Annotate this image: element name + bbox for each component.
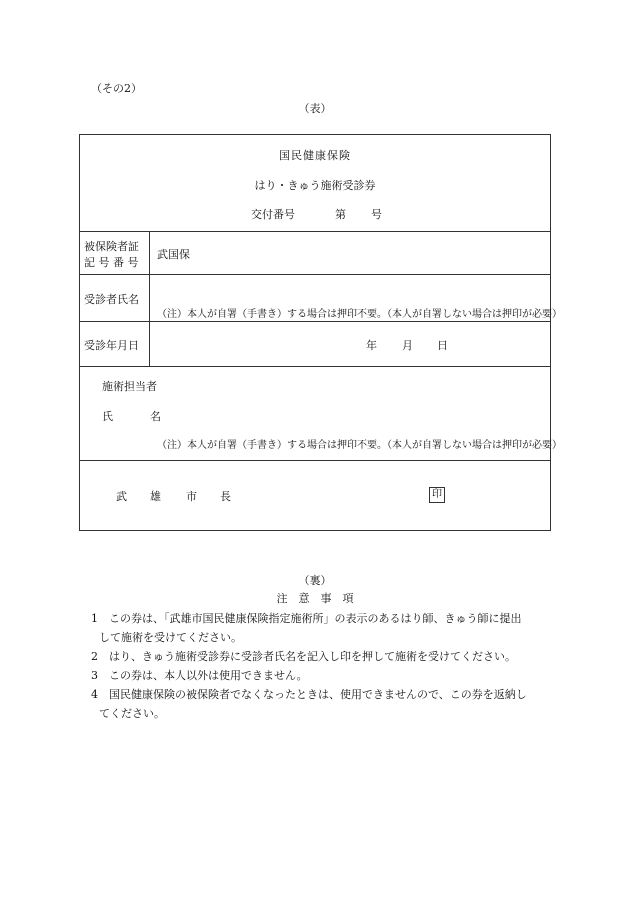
back-side-label: （裏）	[298, 574, 332, 587]
insured-card-value: 武国保	[157, 248, 190, 261]
practitioner-name-shi: 氏	[102, 410, 113, 423]
divider	[80, 321, 550, 322]
document-subtitle: （その2）	[91, 82, 142, 95]
divider	[80, 274, 550, 275]
front-side-label: （表）	[298, 102, 332, 115]
visit-date-year: 年	[366, 339, 377, 352]
coupon-form	[79, 134, 562, 531]
issue-number-dai: 第	[335, 208, 346, 221]
note-item-1: 1 この券は、「武雄市国民健康保険指定施術所」の表示のあるはり師、きゅう師に提出 して施術を受けてください。	[91, 612, 522, 644]
practitioner-label: 施術担当者	[102, 380, 157, 393]
visit-date-label: 受診年月日	[84, 339, 139, 352]
visit-date-day: 日	[437, 339, 448, 352]
form-title-insurance: 国民健康保険	[279, 149, 351, 162]
note-item-2: 2 はり、きゅう施術受診券に受診者氏名を記入し印を押して施術を受けてください。	[91, 650, 516, 663]
issue-number-go: 号	[371, 208, 382, 221]
mayor-char-3: 市	[186, 490, 197, 503]
label-column-divider	[149, 231, 150, 366]
insured-card-label: 被保険者証 記 号 番 号	[84, 240, 139, 269]
patient-name-note: （注）本人が自署（手書き）する場合は押印不要。（本人が自署しない場合は押印が必要）	[157, 309, 562, 320]
divider	[80, 366, 550, 367]
seal-mark: 印	[429, 487, 445, 503]
patient-name-label: 受診者氏名	[84, 293, 139, 306]
mayor-char-4: 長	[220, 490, 231, 503]
note-item-4: 4 国民健康保険の被保険者でなくなったときは、使用できませんので、この券を返納し てください。	[91, 688, 527, 720]
issue-number-label: 交付番号	[251, 208, 295, 221]
practitioner-note: （注）本人が自署（手書き）する場合は押印不要。（本人が自署しない場合は押印が必要）	[157, 440, 562, 451]
divider	[80, 460, 550, 461]
mayor-char-1: 武	[116, 490, 127, 503]
visit-date-month: 月	[402, 339, 413, 352]
note-item-3: 3 この券は、本人以外は使用できません。	[91, 669, 308, 682]
form-title-coupon: はり・きゅう施術受診券	[254, 179, 376, 192]
mayor-char-2: 雄	[150, 490, 161, 503]
divider	[80, 231, 550, 232]
practitioner-name-mei: 名	[150, 410, 161, 423]
notes-title: 注 意 事 項	[276, 592, 354, 605]
